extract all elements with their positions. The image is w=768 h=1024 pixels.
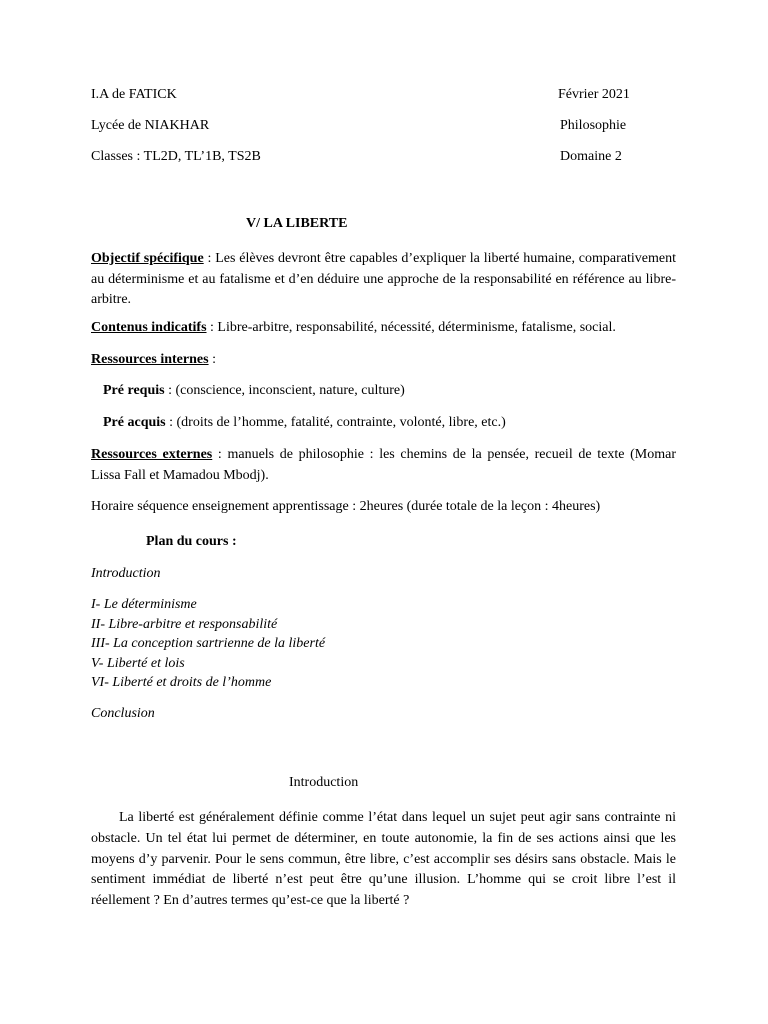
header-domain: Domaine 2 xyxy=(560,149,622,164)
header-academy: I.A de FATICK xyxy=(91,87,177,102)
ressources-internes-label: Ressources internes xyxy=(91,352,209,367)
ressources-internes-text: : xyxy=(208,352,216,367)
ressources-externes-text: : manuels de philosophie : les chemins de la pensée, recueil de texte (Momar Lissa Fall et Mamadou Mbodj). xyxy=(91,447,676,483)
ressources-externes-label: Ressources externes xyxy=(91,447,213,462)
plan-item: I- Le déterminisme xyxy=(91,597,197,612)
pre-acquis-paragraph xyxy=(103,415,506,431)
contenus-text: : Libre-arbitre, responsabilité, nécessité, déterminisme, fatalisme, social. xyxy=(206,320,616,335)
pre-requis-paragraph xyxy=(103,383,405,399)
plan-introduction: Introduction xyxy=(91,566,161,581)
pre-acquis-label: Pré acquis xyxy=(103,415,166,430)
plan-conclusion: Conclusion xyxy=(91,706,155,721)
pre-acquis-text: : (droits de l’homme, fatalité, contrainte, volonté, libre, etc.) xyxy=(165,415,506,430)
ressources-externes-paragraph xyxy=(91,445,676,486)
plan-item: III- La conception sartrienne de la liberté xyxy=(91,636,326,651)
header-classes: Classes : TL2D, TL’1B, TS2B xyxy=(91,149,261,164)
header-subject: Philosophie xyxy=(560,118,627,133)
header-school: Lycée de NIAKHAR xyxy=(91,118,210,133)
objectif-text: : Les élèves devront être capables d’expliquer la liberté humaine, comparativement au déterminisme et au fatalisme et d’en déduire une approche de la responsabilité en référence au libre-arbitre. xyxy=(91,251,676,307)
lesson-title: V/ LA LIBERTE xyxy=(246,216,348,231)
plan-outline-list xyxy=(91,595,325,693)
header-date: Février 2021 xyxy=(558,87,630,102)
plan-item: VI- Liberté et droits de l’homme xyxy=(91,675,272,690)
horaire-paragraph: Horaire séquence enseignement apprentissage : 2heures (durée totale de la leçon : 4heures) xyxy=(91,499,601,514)
introduction-heading: Introduction xyxy=(289,775,359,790)
contenus-paragraph xyxy=(91,320,616,336)
objectif-paragraph xyxy=(91,249,676,311)
plan-item: II- Libre-arbitre et responsabilité xyxy=(91,616,278,632)
pre-requis-label: Pré requis xyxy=(103,383,165,398)
ressources-internes-paragraph xyxy=(91,352,216,368)
introduction-paragraph: La liberté est généralement définie comme l’état dans lequel un sujet peut agir sans contrainte ni obstacle. Un tel état lui permet de déterminer, en toute autonomie, la fin de ses actions ainsi que les moyens d’y parvenir. Pour le sens commun, être libre, c’est accomplir ses désirs sans obstacle. Mais le sentiment immédiat de liberté n’est peut être qu’une illusion. L’homme qui se croit libre l’est il réellement ? En d’autres termes qu’est-ce que la liberté ? xyxy=(91,810,676,909)
contenus-label: Contenus indicatifs xyxy=(91,320,207,335)
pre-requis-text: : (conscience, inconscient, nature, culture) xyxy=(164,383,405,398)
plan-item: V- Liberté et lois xyxy=(91,655,185,671)
objectif-label: Objectif spécifique xyxy=(91,251,204,266)
plan-heading: Plan du cours : xyxy=(146,534,237,549)
